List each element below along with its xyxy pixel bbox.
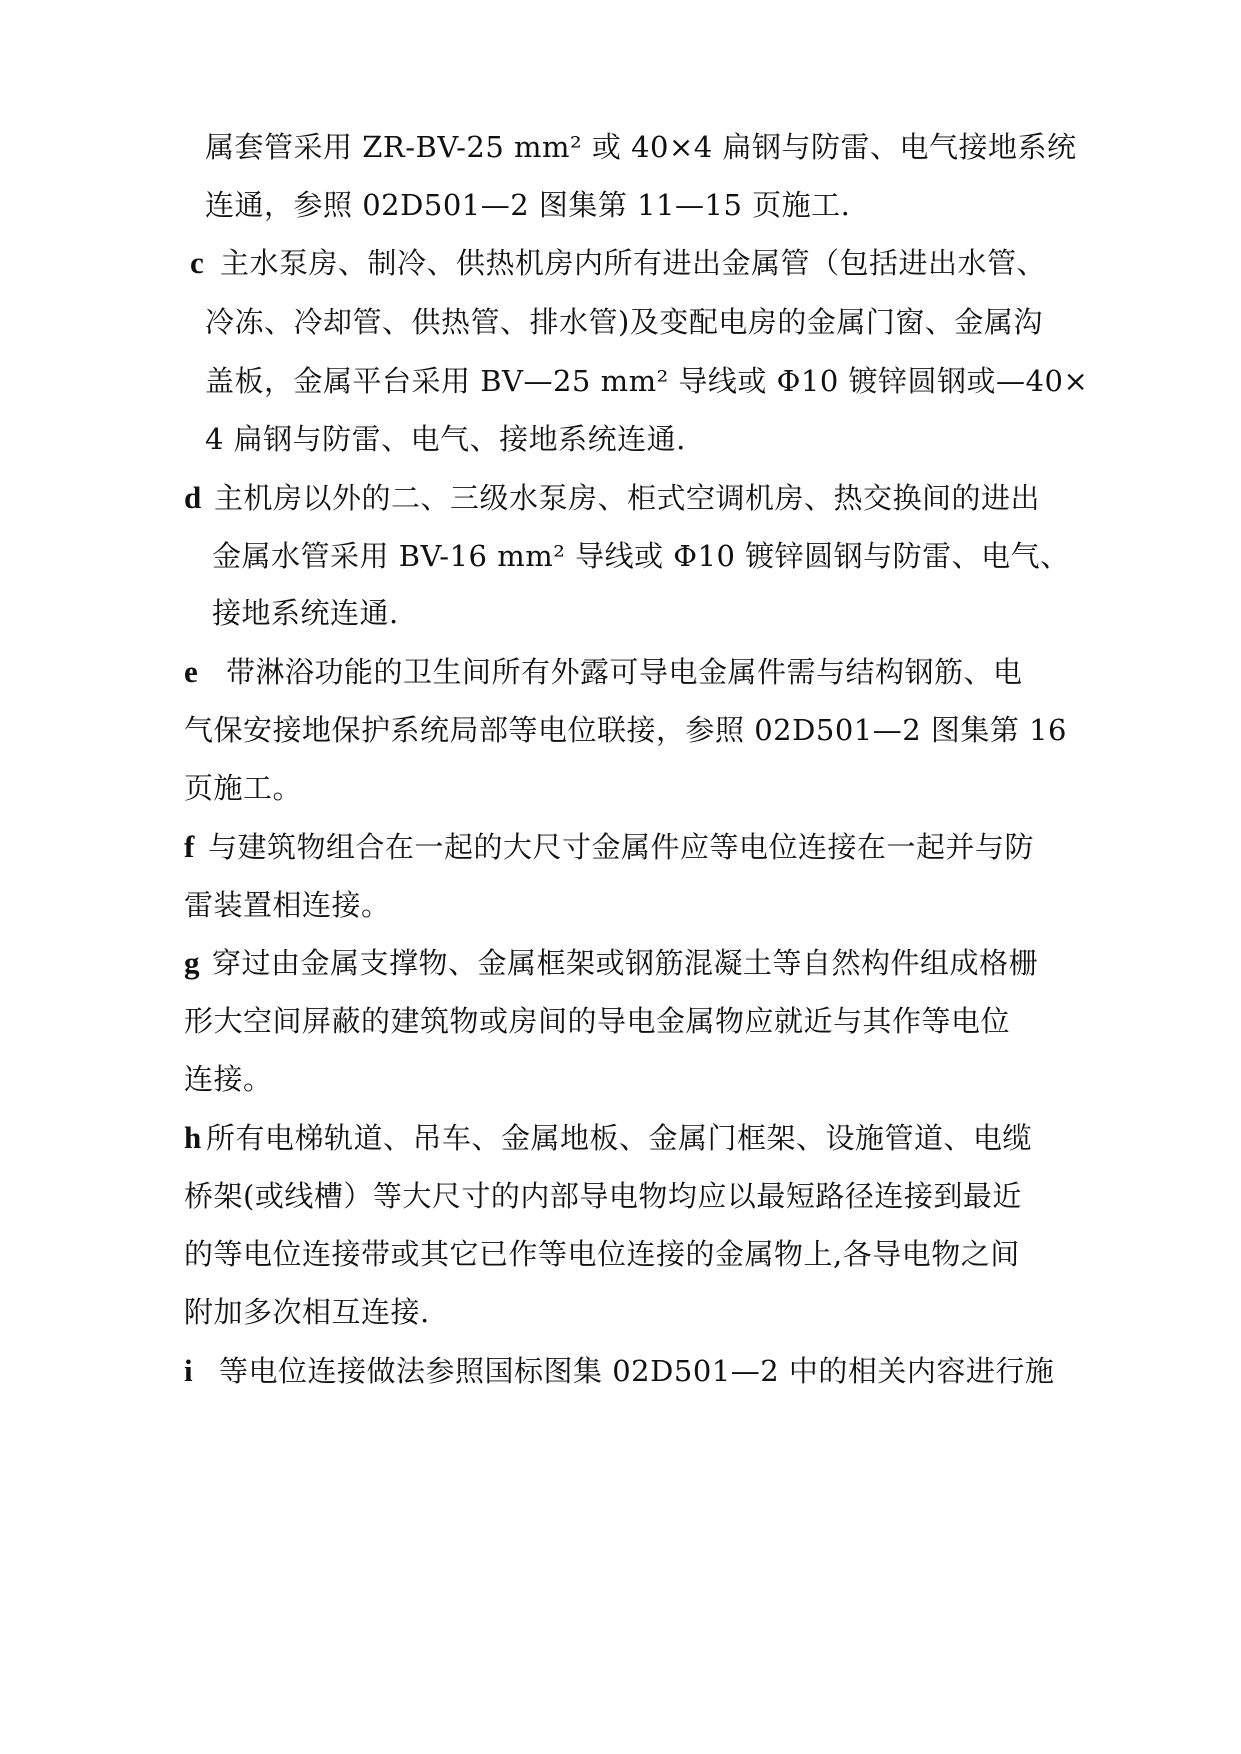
para-c-line-1: 冷冻、冷却管、供热管、排水管)及变配电房的金属门窗、金属沟 <box>205 305 1043 339</box>
para-f-marker: f <box>184 829 195 864</box>
para-d-line-1: 金属水管采用 BV-16 mm² 导线或 Φ10 镀锌圆钢与防雷、电气、 <box>212 539 1070 573</box>
para-c-line-3: 4 扁钢与防雷、电气、接地系统连通. <box>205 422 686 456</box>
para-f-line-0: 与建筑物组合在一起的大尺寸金属件应等电位连接在一起并与防 <box>208 830 1035 864</box>
para-f-line-1: 雷装置相连接。 <box>184 888 391 922</box>
para-e-line-2: 页施工。 <box>184 771 303 805</box>
para-g-marker: g <box>184 945 200 980</box>
para-e-marker: e <box>184 654 199 689</box>
para-c-line-2: 盖板，金属平台采用 BV—25 mm² 导线或 Φ10 镀锌圆钢或—40× <box>205 364 1089 398</box>
para-g-line-0: 穿过由金属支撑物、金属框架或钢筋混凝土等自然构件组成格栅 <box>212 946 1039 980</box>
para-h-line-2: 的等电位连接带或其它已作等电位连接的金属物上,各导电物之间 <box>184 1237 1020 1271</box>
para-h-line-0: 所有电梯轨道、吊车、金属地板、金属门框架、设施管道、电缆 <box>206 1121 1033 1155</box>
para-c-marker: c <box>190 245 205 280</box>
para-d-line-2: 接地系统连通. <box>212 596 399 630</box>
para-g-line-2: 连接。 <box>184 1062 273 1096</box>
para-h-marker: h <box>184 1120 202 1155</box>
para-g-line-1: 形大空间屏蔽的建筑物或房间的导电金属物应就近与其作等电位 <box>184 1004 1011 1038</box>
para-e-line-1: 气保安接地保护系统局部等电位联接，参照 02D501—2 图集第 16 <box>184 713 1068 747</box>
para-0-line-1: 连通，参照 02D501—2 图集第 11—15 页施工. <box>205 188 851 222</box>
para-h-line-1: 桥架(或线槽）等大尺寸的内部导电物均应以最短路径连接到最近 <box>184 1179 1022 1213</box>
para-0-line-0: 属套管采用 ZR-BV-25 mm² 或 40×4 扁钢与防雷、电气接地系统 <box>205 130 1077 164</box>
para-d-marker: d <box>184 480 202 515</box>
para-i-marker: i <box>184 1353 194 1388</box>
para-d-line-0: 主机房以外的二、三级水泵房、柜式空调机房、热交换间的进出 <box>214 481 1041 515</box>
para-h-line-3: 附加多次相互连接. <box>184 1295 430 1329</box>
para-i-line-0: 等电位连接做法参照国标图集 02D501—2 中的相关内容进行施 <box>219 1354 1055 1388</box>
para-c-line-0: 主水泵房、制冷、供热机房内所有进出金属管（包括进出水管、 <box>220 246 1047 280</box>
para-e-line-0: 带淋浴功能的卫生间所有外露可导电金属件需与结构钢筋、电 <box>226 655 1023 689</box>
